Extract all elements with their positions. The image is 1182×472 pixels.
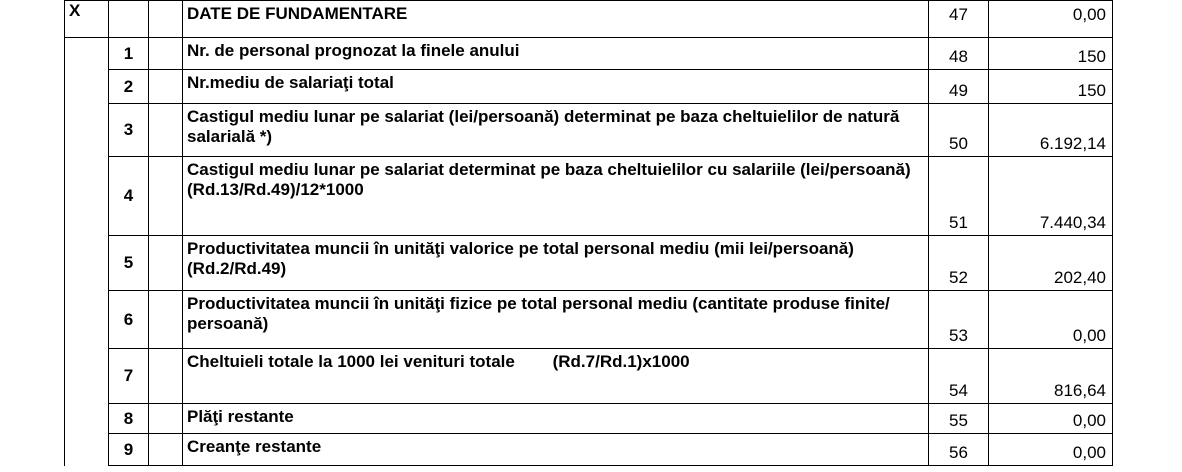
- row-label: Nr.mediu de salariaţi total: [183, 70, 929, 104]
- row-label: Creanţe restante: [183, 434, 929, 466]
- table-row: [65, 104, 1113, 157]
- table-row: [65, 157, 1113, 236]
- table-row: [65, 404, 1113, 434]
- row-value: 6.192,14: [989, 104, 1113, 157]
- empty-cell: [149, 349, 183, 404]
- empty-cell: [149, 434, 183, 466]
- empty-cell: [149, 157, 183, 236]
- table-row: [65, 291, 1113, 349]
- table-row: [65, 236, 1113, 291]
- data-table-frame: [64, 0, 1112, 468]
- row-label: Castigul mediu lunar pe salariat (lei/persoană) determinat pe baza cheltuielilor de natură salarială *): [183, 104, 929, 157]
- row-number: 3: [109, 104, 149, 157]
- row-label: Cheltuieli totale la 1000 lei venituri totale (Rd.7/Rd.1)x1000: [183, 349, 929, 404]
- row-number: 7: [109, 349, 149, 404]
- row-number: 5: [109, 236, 149, 291]
- empty-cell: [149, 38, 183, 70]
- row-number: 1: [109, 38, 149, 70]
- empty-cell: [149, 404, 183, 434]
- row-number: 2: [109, 70, 149, 104]
- section-marker: X: [65, 1, 109, 38]
- left-margin-cell: [65, 38, 109, 466]
- section-header-row: [65, 1, 1113, 38]
- row-code: 55: [929, 404, 989, 434]
- row-code: 51: [929, 157, 989, 236]
- row-number: 8: [109, 404, 149, 434]
- row-value: 202,40: [989, 236, 1113, 291]
- row-value: 0,00: [989, 1, 1113, 38]
- row-number: 6: [109, 291, 149, 349]
- row-code: 54: [929, 349, 989, 404]
- row-number: 4: [109, 157, 149, 236]
- empty-cell: [149, 291, 183, 349]
- row-code: 50: [929, 104, 989, 157]
- empty-cell: [149, 104, 183, 157]
- row-code: 47: [929, 1, 989, 38]
- row-number: 9: [109, 434, 149, 466]
- row-value: 150: [989, 70, 1113, 104]
- section-title: DATE DE FUNDAMENTARE: [183, 1, 929, 38]
- row-code: 53: [929, 291, 989, 349]
- empty-cell: [109, 1, 149, 38]
- row-code: 52: [929, 236, 989, 291]
- row-code: 48: [929, 38, 989, 70]
- empty-cell: [149, 1, 183, 38]
- row-label: Nr. de personal prognozat la finele anului: [183, 38, 929, 70]
- row-label: Castigul mediu lunar pe salariat determinat pe baza cheltuielilor cu salariile (lei/persoană) (Rd.13/Rd.49)/12*1000: [183, 157, 929, 236]
- table-row: [65, 434, 1113, 466]
- row-value: 7.440,34: [989, 157, 1113, 236]
- row-label: Plăţi restante: [183, 404, 929, 434]
- row-value: 0,00: [989, 434, 1113, 466]
- row-value: 0,00: [989, 291, 1113, 349]
- table-row: [65, 349, 1113, 404]
- row-value: 0,00: [989, 404, 1113, 434]
- empty-cell: [149, 70, 183, 104]
- empty-cell: [149, 236, 183, 291]
- row-value: 816,64: [989, 349, 1113, 404]
- row-code: 49: [929, 70, 989, 104]
- row-value: 150: [989, 38, 1113, 70]
- fundamentare-table: [64, 0, 1113, 466]
- table-row: [65, 38, 1113, 70]
- row-code: 56: [929, 434, 989, 466]
- row-label: Productivitatea muncii în unităţi valorice pe total personal mediu (mii lei/persoană) (Rd.2/Rd.49): [183, 236, 929, 291]
- row-label: Productivitatea muncii în unităţi fizice pe total personal mediu (cantitate produse finite/ persoană): [183, 291, 929, 349]
- table-row: [65, 70, 1113, 104]
